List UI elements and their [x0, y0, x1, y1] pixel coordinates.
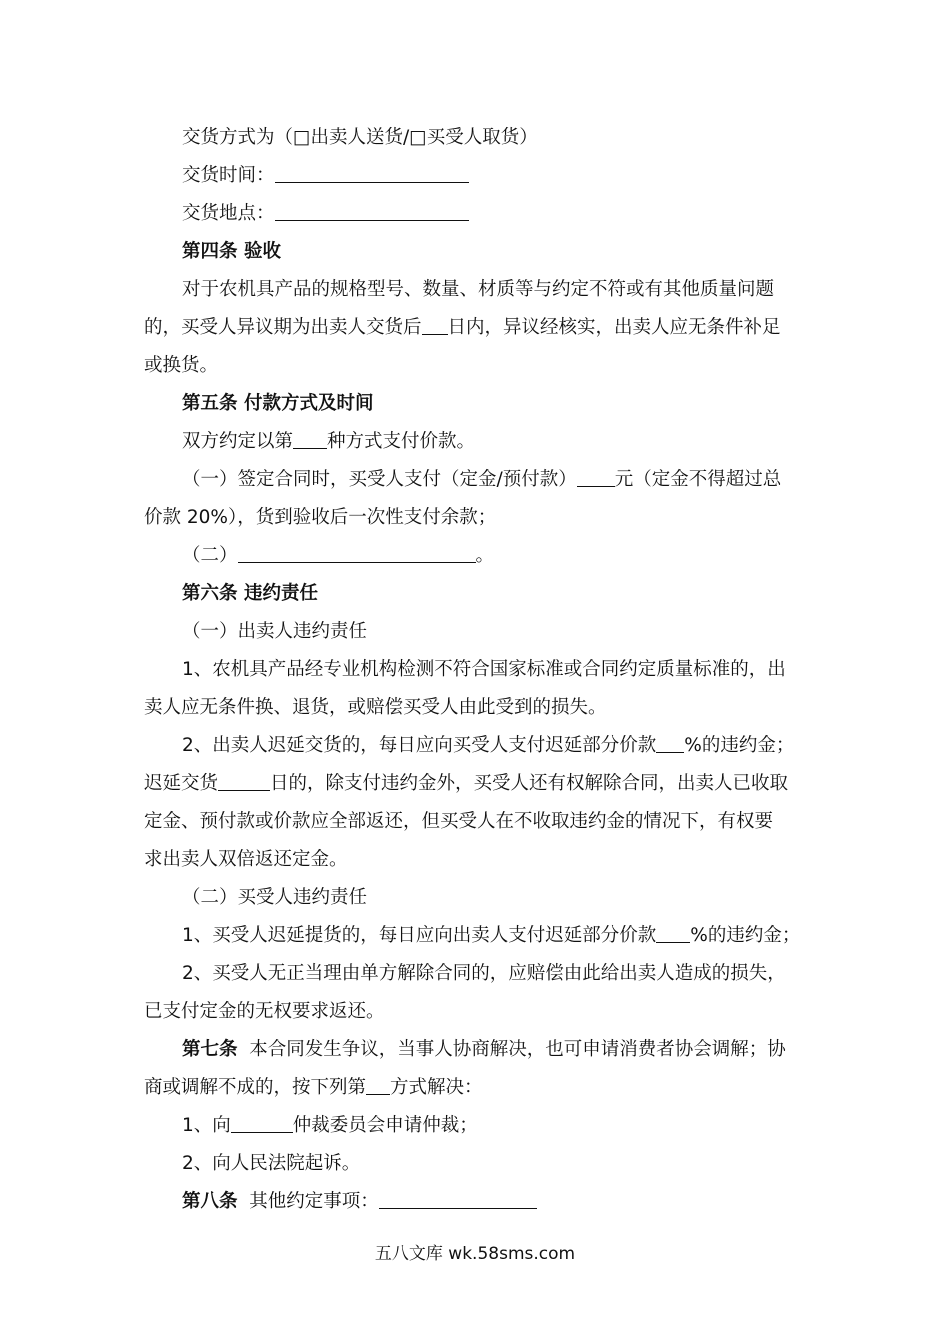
article-6-para-line: 已支付定金的无权要求返还。: [144, 1001, 385, 1022]
other-matters-blank[interactable]: [379, 1188, 537, 1209]
article-7-line: 1、向 仲裁委员会申请仲裁；: [182, 1112, 847, 1140]
article-5-para-line: （二） 。: [182, 542, 847, 570]
delivery-time-line: 交货时间：: [182, 162, 847, 190]
article-4-para-line: 对于农机具产品的规格型号、数量、材质等与约定不符或有其他质量问题: [182, 279, 775, 300]
article-5-para-line: 价款 20%），货到验收后一次性支付余款；: [144, 507, 497, 528]
option-seller-delivery: □出卖人送货: [293, 127, 403, 148]
delivery-time-blank[interactable]: [275, 162, 469, 183]
payment-option-2-blank[interactable]: [238, 542, 476, 563]
article-7-line: 第七条 本合同发生争议，当事人协商解决，也可申请消费者协会调解；协: [182, 1039, 786, 1060]
delivery-place-line: 交货地点：: [182, 200, 847, 228]
arbitration-committee-blank[interactable]: [231, 1112, 293, 1133]
article-7-line: 2、向人民法院起诉。: [182, 1153, 361, 1174]
article-6-para-line: 2、出卖人迟延交货的，每日应向买受人支付迟延部分价款 %的违约金；: [182, 732, 847, 760]
article-6-title: 第六条 违约责任: [182, 583, 318, 604]
objection-days-blank[interactable]: [422, 314, 448, 335]
article-5-title: 第五条 付款方式及时间: [182, 393, 374, 414]
footer-watermark: 五八文库 wk.58sms.com: [374, 1244, 576, 1264]
payment-method-blank[interactable]: [293, 428, 327, 449]
article-4-para-line: 的，买受人异议期为出卖人交货后 日内，异议经核实，出卖人应无条件补足: [144, 314, 809, 342]
article-8-line: 第八条 其他约定事项：: [182, 1188, 847, 1216]
delivery-place-blank[interactable]: [275, 200, 469, 221]
article-4-para-line: 或换货。: [144, 355, 219, 376]
buyer-liability-heading: （二）买受人违约责任: [182, 887, 368, 908]
article-6-para-line: 求出卖人双倍返还定金。: [144, 849, 348, 870]
article-8-title: 第八条: [182, 1191, 238, 1212]
article-6-para-line: 定金、预付款或价款应全部返还，但买受人在不收取违约金的情况下，有权要: [144, 811, 774, 832]
article-6-para-line: 1、农机具产品经专业机构检测不符合国家标准或合同约定质量标准的，出: [182, 659, 786, 680]
option-buyer-pickup: □买受人取货: [409, 127, 520, 148]
article-6-para-line: 1、买受人迟延提货的，每日应向出卖人支付迟延部分价款 %的违约金；: [182, 922, 847, 950]
seller-penalty-rate-blank[interactable]: [656, 732, 684, 753]
article-6-para-line: 迟延交货 日的，除支付违约金外，买受人还有权解除合同，出卖人已收取: [144, 770, 809, 798]
article-7-title: 第七条: [182, 1039, 238, 1060]
deposit-amount-blank[interactable]: [577, 466, 615, 487]
article-4-title: 第四条 验收: [182, 241, 281, 262]
delivery-method-line: 交货方式为（□出卖人送货/□买受人取货）: [182, 127, 538, 148]
article-6-para-line: 2、买受人无正当理由单方解除合同的，应赔偿由此给出卖人造成的损失，: [182, 963, 786, 984]
seller-liability-heading: （一）出卖人违约责任: [182, 621, 368, 642]
buyer-penalty-rate-blank[interactable]: [656, 922, 690, 943]
article-6-para-line: 卖人应无条件换、退货，或赔偿买受人由此受到的损失。: [144, 697, 607, 718]
article-7-line: 商或调解不成的，按下列第 方式解决：: [144, 1074, 809, 1102]
delay-days-blank[interactable]: [218, 770, 270, 791]
article-5-para-line: （一）签定合同时，买受人支付（定金/预付款） 元（定金不得超过总: [182, 466, 847, 494]
dispute-method-blank[interactable]: [366, 1074, 390, 1095]
article-5-para-line: 双方约定以第 种方式支付价款。: [182, 428, 847, 456]
